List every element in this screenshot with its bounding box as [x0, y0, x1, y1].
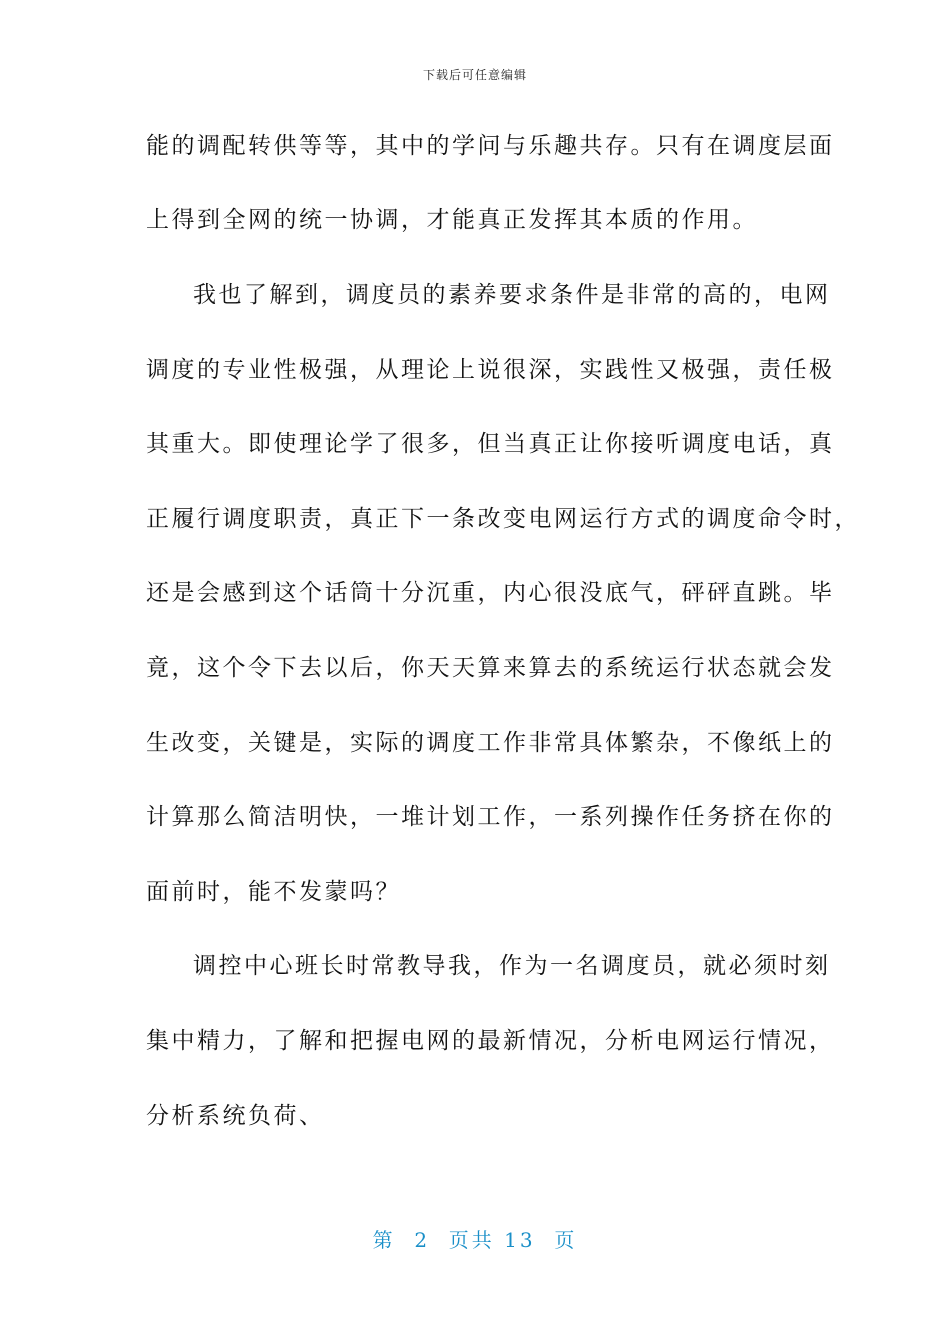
paragraph-line: 能的调配转供等等，其中的学问与乐趣共存。只有在调度层面 [146, 133, 835, 159]
header-note: 下载后可任意编辑 [422, 68, 527, 82]
page-number-footer: 第 2 页共 13 页 [372, 1228, 578, 1252]
paragraph-line: 还是会感到这个话筒十分沉重，内心很没底气，砰砰直跳。毕 [146, 580, 835, 606]
paragraph-line: 计算那么简洁明快，一堆计划工作，一系列操作任务挤在你的 [146, 804, 835, 830]
paragraph-line: 正履行调度职责，真正下一条改变电网运行方式的调度命令时， [146, 506, 860, 532]
paragraph-line: 面前时，能不发蒙吗？ [146, 879, 401, 905]
paragraph-line: 其重大。即使理论学了很多，但当真正让你接听调度电话，真 [146, 431, 835, 457]
paragraph-line: 调控中心班长时常教导我，作为一名调度员，就必须时刻 [193, 953, 831, 979]
paragraph-line: 上得到全网的统一协调，才能真正发挥其本质的作用。 [146, 207, 758, 233]
paragraph-line: 生改变，关键是，实际的调度工作非常具体繁杂，不像纸上的 [146, 730, 835, 756]
paragraph-line: 调度的专业性极强，从理论上说很深，实践性又极强，责任极 [146, 357, 835, 383]
paragraph-line: 分析系统负荷、 [146, 1103, 325, 1129]
paragraph-line: 竟，这个令下去以后，你天天算来算去的系统运行状态就会发 [146, 655, 835, 681]
paragraph-line: 集中精力，了解和把握电网的最新情况，分析电网运行情况， [146, 1028, 835, 1054]
paragraph-line: 我也了解到，调度员的素养要求条件是非常的高的，电网 [193, 282, 831, 308]
